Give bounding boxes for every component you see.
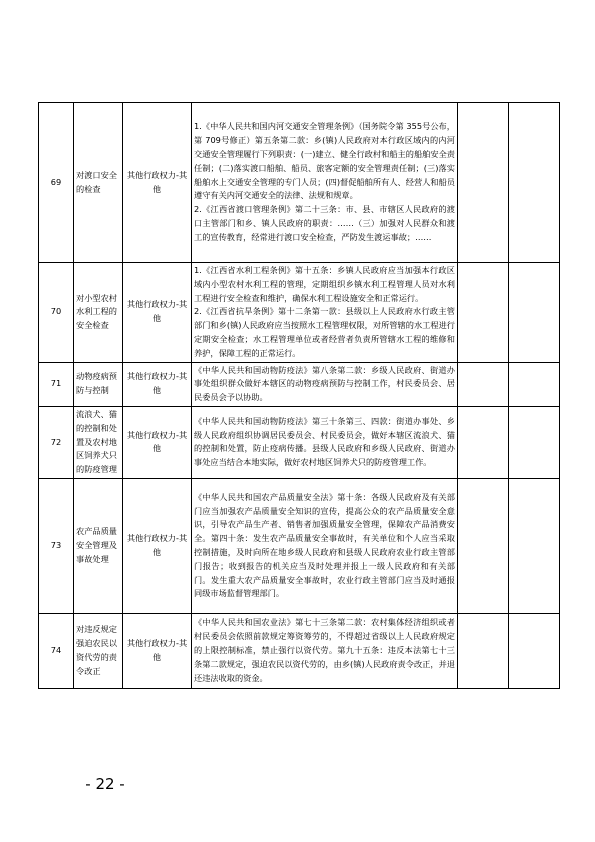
table-row — [39, 478, 560, 613]
administrative-power-table — [38, 102, 560, 689]
item-name: 对违反规定强迫农民以资代劳的责令改正 — [74, 613, 123, 688]
row-number: 71 — [39, 362, 74, 406]
table-row — [39, 406, 560, 478]
row-number: 69 — [39, 103, 74, 263]
power-type: 其他行政权力-其他 — [123, 613, 192, 688]
row-number: 73 — [39, 478, 74, 613]
empty-cell — [458, 478, 509, 613]
empty-cell — [458, 103, 509, 263]
legal-basis — [192, 406, 458, 478]
legal-basis — [192, 362, 458, 406]
row-number: 70 — [39, 263, 74, 363]
item-name: 对小型农村水利工程的安全检查 — [74, 263, 123, 363]
empty-cell — [458, 613, 509, 688]
empty-cell — [509, 613, 560, 688]
power-type: 其他行政权力-其他 — [123, 263, 192, 363]
legal-basis-paragraph: 《中华人民共和国农业法》第七十三条第二款：农村集体经济组织或者村民委员会依照前款规定筹资筹劳的，不得超过省级以上人民政府规定的上限控制标准，禁止强行以资代劳。第九十五条：违反本法第七十三条第二款规定，强迫农民以资代劳的，由乡(镇)人民政府责令改正，并退还违法收取的资金。 — [194, 617, 455, 683]
item-name: 动物疫病预防与控制 — [74, 362, 123, 406]
empty-cell — [458, 406, 509, 478]
table-row — [39, 362, 560, 406]
legal-basis-paragraph: 1.《中华人民共和国内河交通安全管理条例》（国务院令第 355号公布，第 709号修正）第五条第二款：乡(镇)人民政府对本行政区域内的内河交通安全管理履行下列职责：(一)建立、健全行政村和船主的船舶安全责任制；(二)落实渡口船舶、船员、旅客定额的安全管理责任制；(三)落实船舶水上交通安全管理的专门人员；(四)督促船舶所有人、经营人和船员遵守有关内河交通安全的法律、法规和规章。 — [194, 121, 455, 201]
item-name: 农产品质量安全管理及事故处理 — [74, 478, 123, 613]
power-type: 其他行政权力-其他 — [123, 103, 192, 263]
legal-basis-paragraph: 《中华人民共和国动物防疫法》第三十条第三、四款：街道办事处、乡级人民政府组织协调居民委员会、村民委员会，做好本辖区流浪犬、猫的控制和处置，防止疫病传播。县级人民政府和乡级人民政府、街道办事处应当结合本地实际，做好农村地区饲养犬只的防疫管理工作。 — [194, 415, 455, 468]
row-number: 74 — [39, 613, 74, 688]
page-number: - 22 - — [85, 775, 125, 793]
legal-basis-paragraph: 《中华人民共和国动物防疫法》第八条第二款：乡级人民政府、街道办事处组织群众做好本辖区的动物疫病预防与控制工作，村民委员会、居民委员会予以协助。 — [194, 364, 455, 403]
legal-basis — [192, 103, 458, 263]
empty-cell — [509, 263, 560, 363]
legal-basis-paragraph: 2.《江西省渡口管理条例》第二十三条：市、县、市辖区人民政府的渡口主管部门和乡、镇人民政府的职责：……（三）加强对人民群众和渡工的宣传教育，经常进行渡口安全检查，严防发生渡运事故；…… — [194, 204, 455, 242]
empty-cell — [509, 362, 560, 406]
table-row — [39, 103, 560, 263]
power-type: 其他行政权力-其他 — [123, 478, 192, 613]
row-number: 72 — [39, 406, 74, 478]
legal-basis-paragraph: 《中华人民共和国农产品质量安全法》第十条：各级人民政府及有关部门应当加强农产品质量安全知识的宣传，提高公众的农产品质量安全意识，引导农产品生产者、销售者加强质量安全管理，保障农产品消费安全。第四十条：发生农产品质量安全事故时，有关单位和个人应当采取控制措施，及时向所在地乡级人民政府和县级人民政府农业行政主管部门报告；收到报告的机关应当及时处理并报上一级人民政府和有关部门。发生重大农产品质量安全事故时，农业行政主管部门应当及时通报同级市场监督管理部门。 — [194, 491, 455, 599]
legal-basis-paragraph: 1.《江西省水利工程条例》第十五条：乡镇人民政府应当加强本行政区域内小型农村水利工程的管理，定期组织乡镇水利工程管理人员对水利工程进行安全检查和维护，确保水利工程设施安全和正常运行。 — [194, 265, 455, 303]
empty-cell — [458, 362, 509, 406]
item-name: 对渡口安全的检查 — [74, 103, 123, 263]
empty-cell — [509, 478, 560, 613]
legal-basis — [192, 613, 458, 688]
empty-cell — [509, 406, 560, 478]
table-row — [39, 613, 560, 688]
power-type: 其他行政权力-其他 — [123, 406, 192, 478]
item-name: 流浪犬、猫的控制和处置及农村地区饲养犬只的防疫管理 — [74, 406, 123, 478]
legal-basis — [192, 478, 458, 613]
table-body — [39, 103, 560, 689]
power-type: 其他行政权力-其他 — [123, 362, 192, 406]
empty-cell — [509, 103, 560, 263]
empty-cell — [458, 263, 509, 363]
legal-basis — [192, 263, 458, 363]
table-row — [39, 263, 560, 363]
legal-basis-paragraph: 2.《江西省抗旱条例》第十二条第一款：县级以上人民政府水行政主管部门和乡(镇)人民政府应当按照水工程管理权限，对所管辖的水工程进行定期安全检查；水工程管理单位或者经营者负责所管辖水工程的维修和养护，保障工程的正常运行。 — [194, 306, 455, 358]
